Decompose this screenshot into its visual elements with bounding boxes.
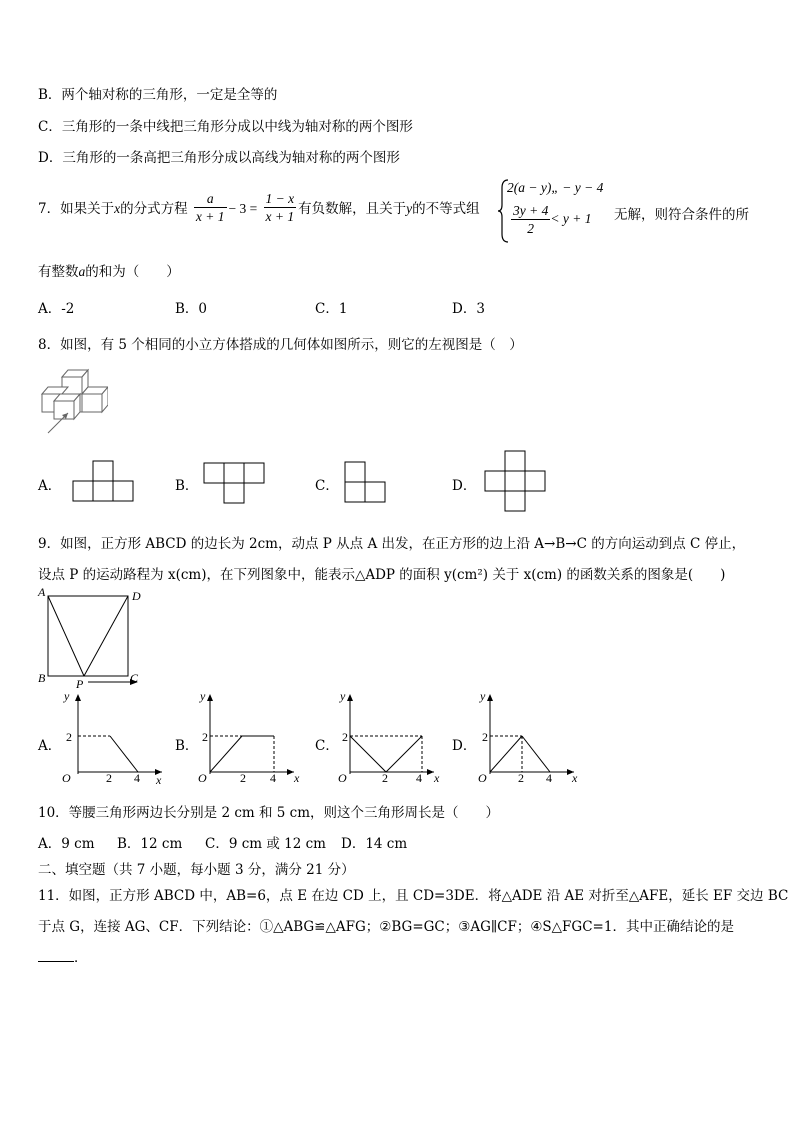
q6-option-b: B．两个轴对称的三角形，一定是全等的 [38, 87, 278, 103]
q8-option-d: D． [452, 478, 477, 494]
svg-text:2: 2 [106, 771, 112, 784]
svg-text:4: 4 [546, 771, 552, 784]
q9-graph-c [330, 688, 442, 784]
q7-stem-line1: 7．如果关于x的分式方程 $\frac{a}{x + 1}$ − 3 = $\frac{1 - x}{x + 1}$ 有负数解，且关于y的不等式组 [38, 191, 480, 224]
q7-stem-line1-end: 无解，则符合条件的所 [614, 207, 749, 223]
q11-stem-line2: 于点 G，连接 AG、CF．下列结论：①△ABG≌△AFG；②BG=GC；③AG∥CF；④S△FGC=1．其中正确结论的是 [38, 919, 734, 935]
label-p: P [76, 677, 84, 690]
svg-text:x: x [156, 773, 162, 784]
q11-stem-line1: 11．如图，正方形 ABCD 中，AB=6，点 E 在边 CD 上，且 CD=3DE．将△ADE 沿 AE 对折至△AFE，延长 EF 交边 BC [38, 888, 789, 904]
svg-text:2: 2 [202, 730, 208, 744]
q7-inequality-2: $\frac{3y + 4}{2}$ < y + 1 [513, 203, 592, 236]
svg-text:2: 2 [482, 730, 488, 744]
q9-option-d: D． [452, 738, 477, 754]
q7-option-d: D．3 [452, 301, 485, 317]
label-d: D [132, 589, 141, 603]
q9-stem-line2: 设点 P 的运动路程为 x(cm)，在下列图象中，能表示△ADP 的面积 y(cm²) 关于 x(cm) 的函数关系的图象是( ) [38, 567, 726, 583]
q8-option-b-figure [203, 462, 265, 504]
svg-text:O: O [62, 771, 71, 784]
q7-option-b: B．0 [175, 301, 208, 317]
svg-text:2: 2 [240, 771, 246, 784]
q6-option-d: D．三角形的一条高把三角形分成以高线为轴对称的两个图形 [38, 150, 400, 166]
q9-option-b: B． [175, 738, 199, 754]
svg-text:y: y [200, 689, 206, 703]
q7-inequality-1: 2(a − y)„ − y − 4 [507, 180, 604, 195]
svg-text:2: 2 [342, 730, 348, 744]
q8-option-c: C． [315, 478, 339, 494]
q10-option-d: D．14 cm [341, 836, 408, 852]
answer-blank[interactable] [38, 949, 74, 962]
svg-text:4: 4 [270, 771, 276, 784]
q8-option-b: B． [175, 478, 199, 494]
q7-option-c: C．1 [315, 301, 348, 317]
q10-option-a: A．9 cm [38, 836, 95, 852]
svg-text:O: O [198, 771, 207, 784]
q11-answer-line: ． [38, 946, 88, 966]
label-c: C [130, 671, 139, 685]
q10-option-c: C．9 cm 或 12 cm [205, 836, 326, 852]
svg-text:2: 2 [382, 771, 388, 784]
q8-cube-solid-figure [38, 365, 108, 437]
q7-inequality-system [497, 178, 611, 244]
q8-option-a: A． [38, 478, 62, 494]
svg-text:x: x [434, 771, 440, 784]
label-a: A [38, 585, 46, 599]
q10-stem: 10．等腰三角形两边长分别是 2 cm 和 5 cm，则这个三角形周长是（ ） [38, 805, 500, 821]
svg-text:x: x [294, 771, 300, 784]
q8-stem: 8．如图，有 5 个相同的小立方体搭成的几何体如图所示，则它的左视图是（ ） [38, 337, 523, 353]
section-heading: 二、填空题（共 7 小题，每小题 3 分，满分 21 分） [38, 862, 355, 878]
svg-text:4: 4 [416, 771, 422, 784]
svg-text:2: 2 [518, 771, 524, 784]
svg-text:O: O [478, 771, 487, 784]
q7-stem-line2: 有整数a的和为（ ） [38, 264, 180, 280]
svg-text:y: y [64, 689, 70, 703]
q7-option-a: A．-2 [38, 301, 75, 317]
q7-fraction-2: $\frac{1 - x}{x + 1}$ [265, 191, 295, 224]
q8-option-c-figure [344, 461, 386, 503]
q9-option-a: A． [38, 738, 62, 754]
q9-square-figure [36, 584, 146, 690]
q9-graph-a [58, 688, 170, 784]
q9-graph-b [190, 688, 302, 784]
q10-option-b: B．12 cm [117, 836, 183, 852]
q8-option-d-figure [484, 450, 546, 512]
q9-stem-line1: 9．如图，正方形 ABCD 的边长为 2cm，动点 P 从点 A 出发，在正方形的边上沿 A→B→C 的方向运动到点 C 停止， [38, 536, 746, 552]
q6-option-c: C．三角形的一条中线把三角形分成以中线为轴对称的两个图形 [38, 119, 413, 135]
label-b: B [38, 671, 46, 685]
svg-text:2: 2 [66, 730, 72, 744]
svg-text:y: y [340, 689, 346, 703]
q7-fraction-1: $\frac{a}{x + 1}$ [195, 191, 225, 224]
q8-option-a-figure [72, 460, 134, 502]
svg-text:x: x [572, 771, 578, 784]
q9-option-c: C． [315, 738, 339, 754]
svg-text:O: O [338, 771, 347, 784]
q9-graph-d [470, 688, 582, 784]
svg-text:y: y [480, 689, 486, 703]
svg-text:4: 4 [134, 771, 140, 784]
